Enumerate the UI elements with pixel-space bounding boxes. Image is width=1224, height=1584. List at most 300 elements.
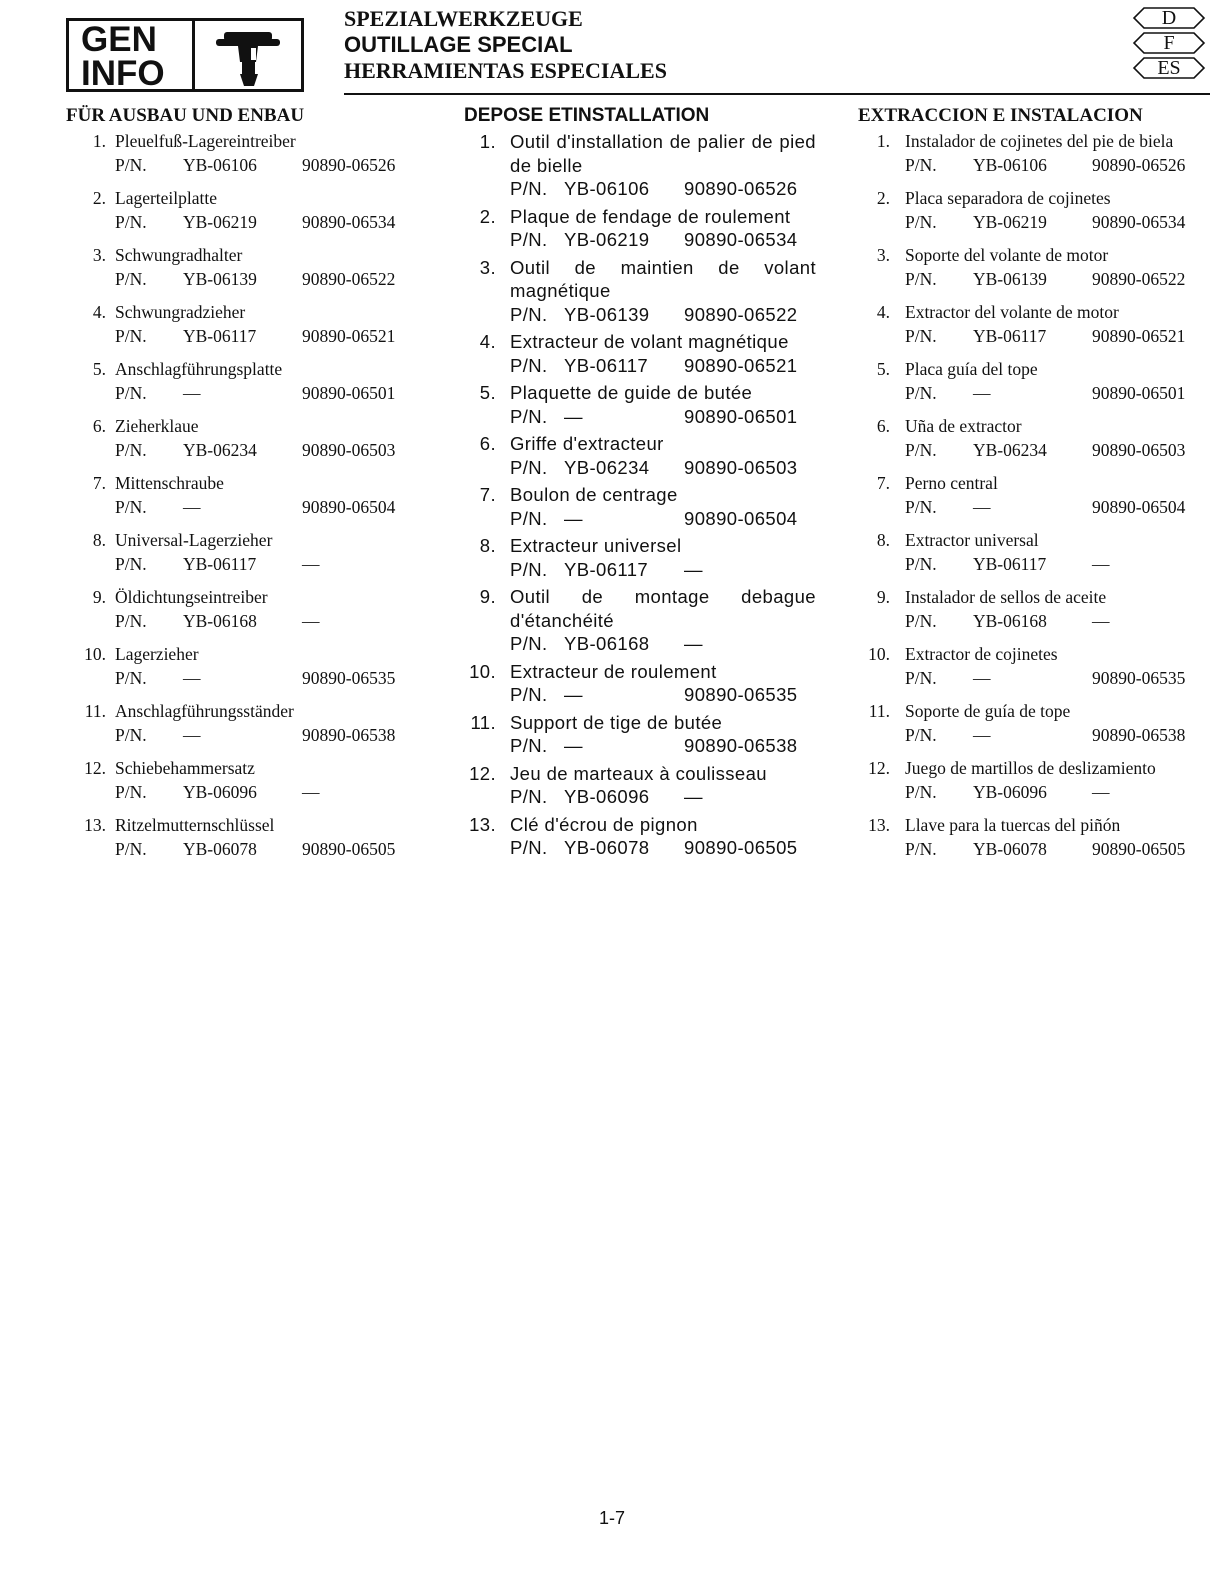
item-body bbox=[905, 757, 1212, 804]
item-number: 13. bbox=[84, 815, 106, 835]
part-number-row bbox=[510, 558, 816, 582]
yb-part-number: — bbox=[564, 684, 583, 705]
tool-name: Jeu de marteaux à coulisseau bbox=[510, 762, 767, 784]
yb-part-number: YB-06106 bbox=[183, 154, 257, 175]
yb-part-number: YB-06117 bbox=[973, 325, 1047, 346]
part-number-row bbox=[510, 228, 816, 252]
yamaha-part-number: 90890-06534 bbox=[1092, 211, 1186, 232]
part-number-label: P/N. bbox=[115, 781, 147, 802]
item-body bbox=[115, 130, 426, 177]
part-number-row bbox=[510, 507, 816, 531]
part-number-label: P/N. bbox=[510, 507, 548, 529]
yb-part-number: — bbox=[183, 667, 201, 688]
list-item bbox=[464, 711, 816, 758]
yamaha-part-number: 90890-06505 bbox=[684, 837, 798, 858]
part-number-row bbox=[905, 496, 1212, 520]
tool-name: Anschlagführungsständer bbox=[115, 701, 294, 721]
yb-part-number: YB-06078 bbox=[564, 837, 650, 858]
item-body bbox=[905, 643, 1212, 690]
item-number: 7. bbox=[876, 473, 890, 493]
item-body bbox=[115, 529, 426, 576]
yb-part-number: — bbox=[564, 507, 583, 529]
yb-part-number: — bbox=[973, 382, 991, 403]
yamaha-part-number: — bbox=[1092, 781, 1110, 802]
item-body bbox=[510, 711, 816, 758]
yamaha-part-number: 90890-06505 bbox=[1092, 838, 1186, 859]
yamaha-part-number: 90890-06535 bbox=[684, 684, 798, 705]
item-body bbox=[115, 187, 426, 234]
gen-info-badge bbox=[66, 18, 304, 92]
part-number-label: P/N. bbox=[905, 268, 937, 289]
part-number-row bbox=[115, 610, 426, 634]
part-number-row bbox=[905, 667, 1212, 691]
part-number-row bbox=[510, 836, 816, 860]
tool-name: Placa separadora de cojinetes bbox=[905, 188, 1111, 208]
item-body bbox=[905, 700, 1212, 747]
part-number-label: P/N. bbox=[115, 838, 147, 859]
item-number: 13. bbox=[469, 813, 496, 835]
part-number-label: P/N. bbox=[905, 439, 937, 460]
list-item bbox=[66, 187, 426, 234]
tool-name: Ritzelmutternschlüssel bbox=[115, 815, 275, 835]
list-item bbox=[858, 358, 1212, 405]
yb-part-number: YB-06219 bbox=[183, 211, 257, 232]
tool-name: Extractor del volante de motor bbox=[905, 302, 1119, 322]
yb-part-number: YB-06117 bbox=[564, 558, 649, 580]
yamaha-part-number: 90890-06526 bbox=[302, 154, 396, 175]
yamaha-part-number: 90890-06504 bbox=[1092, 496, 1186, 517]
part-number-row bbox=[905, 838, 1212, 862]
item-number: 9. bbox=[876, 587, 890, 607]
yamaha-part-number: 90890-06535 bbox=[1092, 667, 1186, 688]
part-number-label: P/N. bbox=[115, 325, 147, 346]
list-item bbox=[464, 256, 816, 327]
column-german bbox=[66, 104, 426, 871]
list-item bbox=[464, 534, 816, 581]
part-number-label: P/N. bbox=[510, 354, 548, 376]
part-number-row bbox=[510, 785, 816, 809]
list-item bbox=[66, 415, 426, 462]
part-number-label: P/N. bbox=[115, 439, 147, 460]
yamaha-part-number: 90890-06538 bbox=[684, 735, 798, 756]
item-number: 4. bbox=[92, 302, 106, 322]
yamaha-part-number: 90890-06522 bbox=[302, 268, 396, 289]
part-number-label: P/N. bbox=[115, 724, 147, 745]
tool-name: Placa guía del tope bbox=[905, 359, 1038, 379]
item-body bbox=[510, 256, 816, 327]
tool-name: Extractor de cojinetes bbox=[905, 644, 1058, 664]
language-tag-es: ES bbox=[1132, 56, 1206, 80]
list-item bbox=[66, 130, 426, 177]
item-number: 6. bbox=[479, 433, 496, 454]
yb-part-number: YB-06096 bbox=[564, 786, 650, 807]
item-number: 10. bbox=[84, 644, 106, 664]
yb-part-number: YB-06234 bbox=[564, 456, 650, 478]
header-rule bbox=[344, 93, 1210, 95]
badge-line-info: INFO bbox=[81, 54, 165, 93]
part-number-row bbox=[510, 734, 816, 758]
yamaha-part-number: 90890-06501 bbox=[302, 382, 396, 403]
part-number-label: P/N. bbox=[905, 211, 937, 232]
part-number-row bbox=[115, 553, 426, 577]
list-item bbox=[464, 381, 816, 428]
title-es: HERRAMIENTAS ESPECIALES bbox=[344, 58, 667, 83]
yb-part-number: — bbox=[183, 382, 201, 403]
part-number-row bbox=[510, 303, 816, 327]
list-item bbox=[66, 301, 426, 348]
item-number: 11. bbox=[868, 701, 890, 721]
yamaha-part-number: — bbox=[302, 781, 320, 802]
item-number: 3. bbox=[876, 245, 890, 265]
tool-list-fr bbox=[464, 130, 816, 860]
yamaha-part-number: 90890-06522 bbox=[684, 303, 798, 325]
item-body bbox=[115, 757, 426, 804]
item-number: 7. bbox=[92, 473, 106, 493]
tool-name: Öldichtungseintreiber bbox=[115, 587, 268, 607]
yamaha-part-number: 90890-06521 bbox=[684, 354, 798, 376]
yb-part-number: YB-06078 bbox=[973, 838, 1047, 859]
list-item bbox=[858, 472, 1212, 519]
item-number: 11. bbox=[84, 701, 106, 721]
list-item bbox=[464, 330, 816, 377]
list-item bbox=[66, 586, 426, 633]
item-body bbox=[510, 432, 816, 479]
list-item bbox=[66, 814, 426, 861]
title-fr: OUTILLAGE SPECIAL bbox=[344, 32, 573, 57]
tool-name: Outil de maintien de volant magnétique bbox=[510, 256, 816, 301]
part-number-row bbox=[510, 177, 816, 201]
item-body bbox=[115, 814, 426, 861]
tool-name: Extracteur de roulement bbox=[510, 660, 717, 682]
yb-part-number: YB-06117 bbox=[183, 553, 257, 574]
part-number-row bbox=[905, 724, 1212, 748]
item-number: 3. bbox=[92, 245, 106, 265]
tool-name: Pleuelfuß-Lagereintreiber bbox=[115, 131, 296, 151]
item-number: 4. bbox=[479, 331, 496, 352]
part-number-label: P/N. bbox=[115, 211, 147, 232]
tool-name: Lagerteilplatte bbox=[115, 188, 218, 208]
item-number: 9. bbox=[92, 587, 106, 607]
tool-name: Support de tige de butée bbox=[510, 711, 723, 733]
yamaha-part-number: 90890-06503 bbox=[302, 439, 396, 460]
yamaha-part-number: 90890-06522 bbox=[1092, 268, 1186, 289]
item-number: 13. bbox=[868, 815, 890, 835]
list-item bbox=[66, 757, 426, 804]
part-number-label: P/N. bbox=[115, 610, 147, 631]
list-item bbox=[464, 483, 816, 530]
list-item bbox=[858, 130, 1212, 177]
part-number-row bbox=[115, 724, 426, 748]
part-number-label: P/N. bbox=[510, 735, 548, 756]
item-number: 12. bbox=[868, 758, 890, 778]
yb-part-number: YB-06078 bbox=[183, 838, 257, 859]
part-number-row bbox=[115, 667, 426, 691]
yamaha-part-number: 90890-06503 bbox=[1092, 439, 1186, 460]
part-number-row bbox=[905, 325, 1212, 349]
tool-name: Extracteur universel bbox=[510, 535, 682, 556]
item-number: 11. bbox=[470, 711, 496, 733]
list-item bbox=[66, 472, 426, 519]
yamaha-part-number: 90890-06526 bbox=[1092, 154, 1186, 175]
part-number-label: P/N. bbox=[510, 405, 548, 427]
part-number-label: P/N. bbox=[115, 496, 147, 517]
yb-part-number: YB-06139 bbox=[973, 268, 1047, 289]
tool-name: Instalador de sellos de aceite bbox=[905, 587, 1107, 607]
language-tag-de: D bbox=[1132, 6, 1206, 30]
item-number: 8. bbox=[876, 530, 890, 550]
part-number-label: P/N. bbox=[115, 268, 147, 289]
item-body bbox=[510, 660, 816, 707]
item-number: 2. bbox=[479, 205, 496, 227]
part-number-row bbox=[510, 683, 816, 707]
part-number-label: P/N. bbox=[510, 558, 548, 580]
tool-name: Universal-Lagerzieher bbox=[115, 530, 273, 550]
item-number: 5. bbox=[92, 359, 106, 379]
list-item bbox=[464, 432, 816, 479]
yamaha-part-number: 90890-06526 bbox=[684, 178, 798, 199]
item-number: 8. bbox=[92, 530, 106, 550]
part-number-row bbox=[905, 610, 1212, 634]
part-number-label: P/N. bbox=[510, 456, 548, 478]
part-number-label: P/N. bbox=[510, 786, 548, 807]
item-body bbox=[510, 130, 816, 201]
yamaha-part-number: 90890-06501 bbox=[1092, 382, 1186, 403]
yamaha-part-number: — bbox=[302, 610, 320, 631]
item-body bbox=[115, 700, 426, 747]
tool-name: Perno central bbox=[905, 473, 998, 493]
page-number: 1-7 bbox=[598, 1508, 625, 1528]
tool-name: Lagerzieher bbox=[115, 644, 199, 664]
tool-name: Extracteur de volant magnétique bbox=[510, 331, 789, 352]
yb-part-number: YB-06139 bbox=[564, 303, 650, 325]
gen-info-label bbox=[69, 20, 195, 93]
list-item bbox=[464, 660, 816, 707]
item-body bbox=[905, 358, 1212, 405]
part-number-label: P/N. bbox=[905, 610, 937, 631]
item-number: 5. bbox=[876, 359, 890, 379]
item-number: 9. bbox=[479, 586, 496, 607]
part-number-label: P/N. bbox=[115, 667, 147, 688]
item-body bbox=[115, 643, 426, 690]
yamaha-part-number: 90890-06521 bbox=[302, 325, 396, 346]
part-number-row bbox=[510, 354, 816, 378]
item-number: 1. bbox=[479, 131, 496, 152]
item-body bbox=[905, 130, 1212, 177]
yamaha-part-number: 90890-06503 bbox=[684, 456, 798, 478]
tool-name: Soporte del volante de motor bbox=[905, 245, 1109, 265]
tool-name: Extractor universal bbox=[905, 530, 1039, 550]
item-body bbox=[905, 187, 1212, 234]
list-item bbox=[464, 762, 816, 809]
tool-name: Plaque de fendage de roulement bbox=[510, 205, 791, 227]
tool-list-de bbox=[66, 130, 426, 861]
item-body bbox=[510, 762, 816, 809]
outboard-motor-icon bbox=[195, 21, 301, 89]
part-number-row bbox=[905, 154, 1212, 178]
part-number-row bbox=[510, 405, 816, 429]
list-item bbox=[858, 643, 1212, 690]
item-body bbox=[905, 814, 1212, 861]
tool-name: Schwungradzieher bbox=[115, 302, 246, 322]
item-number: 4. bbox=[876, 302, 890, 322]
yamaha-part-number: 90890-06535 bbox=[302, 667, 396, 688]
part-number-row bbox=[905, 382, 1212, 406]
item-body bbox=[510, 585, 816, 656]
item-body bbox=[905, 529, 1212, 576]
tool-name: Mittenschraube bbox=[115, 473, 224, 493]
list-item bbox=[66, 529, 426, 576]
yb-part-number: YB-06219 bbox=[973, 211, 1047, 232]
item-body bbox=[905, 301, 1212, 348]
item-body bbox=[905, 472, 1212, 519]
item-number: 2. bbox=[876, 188, 890, 208]
yamaha-part-number: 90890-06501 bbox=[684, 405, 798, 427]
item-body bbox=[510, 381, 816, 428]
yamaha-part-number: — bbox=[1092, 553, 1110, 574]
part-number-label: P/N. bbox=[905, 496, 937, 517]
part-number-row bbox=[115, 496, 426, 520]
list-item bbox=[464, 205, 816, 252]
part-number-label: P/N. bbox=[905, 325, 937, 346]
part-number-label: P/N. bbox=[905, 154, 937, 175]
list-item bbox=[858, 757, 1212, 804]
tool-name: Outil de montage debague d'étanchéité bbox=[510, 586, 816, 631]
yb-part-number: — bbox=[564, 405, 583, 427]
list-item bbox=[464, 813, 816, 860]
part-number-row bbox=[115, 838, 426, 862]
part-number-row bbox=[905, 781, 1212, 805]
item-body bbox=[115, 415, 426, 462]
section-title-es: EXTRACCION E INSTALACION bbox=[858, 105, 1143, 126]
tool-name: Instalador de cojinetes del pie de biela bbox=[905, 131, 1174, 151]
part-number-row bbox=[510, 456, 816, 480]
item-number: 6. bbox=[92, 416, 106, 436]
item-body bbox=[510, 534, 816, 581]
yb-part-number: YB-06096 bbox=[183, 781, 257, 802]
item-body bbox=[510, 205, 816, 252]
list-item bbox=[858, 700, 1212, 747]
item-number: 3. bbox=[479, 256, 496, 278]
yb-part-number: — bbox=[973, 496, 991, 517]
tool-name: Griffe d'extracteur bbox=[510, 433, 664, 454]
list-item bbox=[66, 358, 426, 405]
tool-name: Juego de martillos de deslizamiento bbox=[905, 758, 1156, 778]
yb-part-number: YB-06106 bbox=[564, 178, 650, 199]
yamaha-part-number: — bbox=[302, 553, 320, 574]
item-body bbox=[905, 586, 1212, 633]
part-number-label: P/N. bbox=[510, 684, 548, 705]
yamaha-part-number: 90890-06504 bbox=[684, 507, 798, 529]
part-number-label: P/N. bbox=[115, 382, 147, 403]
item-number: 5. bbox=[479, 382, 496, 403]
yb-part-number: YB-06117 bbox=[564, 354, 649, 376]
item-number: 8. bbox=[479, 535, 496, 556]
yb-part-number: — bbox=[973, 667, 991, 688]
yb-part-number: YB-06234 bbox=[973, 439, 1047, 460]
part-number-label: P/N. bbox=[510, 633, 548, 654]
yb-part-number: — bbox=[183, 496, 201, 517]
part-number-row bbox=[905, 268, 1212, 292]
part-number-label: P/N. bbox=[510, 229, 548, 250]
title-de: SPEZIALWERKZEUGE bbox=[344, 6, 583, 31]
item-body bbox=[510, 483, 816, 530]
yb-part-number: YB-06168 bbox=[183, 610, 257, 631]
tool-name: Anschlagführungsplatte bbox=[115, 359, 283, 379]
item-body bbox=[510, 813, 816, 860]
yamaha-part-number: 90890-06504 bbox=[302, 496, 396, 517]
item-body bbox=[905, 415, 1212, 462]
part-number-label: P/N. bbox=[905, 781, 937, 802]
list-item bbox=[464, 130, 816, 201]
yb-part-number: — bbox=[183, 724, 201, 745]
badge-line-gen: GEN bbox=[81, 20, 157, 59]
list-item bbox=[66, 643, 426, 690]
yamaha-part-number: 90890-06505 bbox=[302, 838, 396, 859]
yamaha-part-number: 90890-06521 bbox=[1092, 325, 1186, 346]
item-body bbox=[115, 244, 426, 291]
part-number-row bbox=[115, 325, 426, 349]
part-number-label: P/N. bbox=[905, 838, 937, 859]
tool-name: Boulon de centrage bbox=[510, 484, 678, 505]
item-body bbox=[905, 244, 1212, 291]
tool-list-es bbox=[858, 130, 1212, 861]
part-number-label: P/N. bbox=[115, 154, 147, 175]
part-number-label: P/N. bbox=[510, 837, 548, 858]
yamaha-part-number: — bbox=[1092, 610, 1110, 631]
part-number-row bbox=[115, 154, 426, 178]
column-french bbox=[464, 104, 816, 864]
yb-part-number: YB-06139 bbox=[183, 268, 257, 289]
part-number-row bbox=[905, 211, 1212, 235]
tool-name: Clé d'écrou de pignon bbox=[510, 813, 698, 835]
part-number-label: P/N. bbox=[905, 667, 937, 688]
yb-part-number: YB-06219 bbox=[564, 229, 650, 250]
yb-part-number: YB-06096 bbox=[973, 781, 1047, 802]
item-number: 2. bbox=[92, 188, 106, 208]
tool-name: Schwungradhalter bbox=[115, 245, 243, 265]
tool-name: Zieherklaue bbox=[115, 416, 199, 436]
item-number: 12. bbox=[469, 762, 496, 784]
yb-part-number: YB-06117 bbox=[183, 325, 257, 346]
part-number-row bbox=[115, 268, 426, 292]
tool-name: Uña de extractor bbox=[905, 416, 1022, 436]
part-number-label: P/N. bbox=[510, 303, 548, 325]
yb-part-number: YB-06117 bbox=[973, 553, 1047, 574]
header-titles bbox=[344, 6, 667, 84]
list-item bbox=[858, 814, 1212, 861]
item-body bbox=[115, 586, 426, 633]
list-item bbox=[464, 585, 816, 656]
part-number-row bbox=[115, 439, 426, 463]
yb-part-number: YB-06234 bbox=[183, 439, 257, 460]
tool-name: Plaquette de guide de butée bbox=[510, 382, 753, 403]
item-number: 1. bbox=[876, 131, 890, 151]
list-item bbox=[66, 700, 426, 747]
yb-part-number: YB-06106 bbox=[973, 154, 1047, 175]
part-number-label: P/N. bbox=[510, 178, 548, 199]
item-body bbox=[115, 472, 426, 519]
list-item bbox=[858, 244, 1212, 291]
part-number-row bbox=[115, 781, 426, 805]
yamaha-part-number: — bbox=[684, 558, 703, 580]
yb-part-number: — bbox=[564, 735, 583, 756]
tool-name: Soporte de guía de tope bbox=[905, 701, 1071, 721]
list-item bbox=[858, 415, 1212, 462]
item-number: 10. bbox=[469, 660, 496, 682]
language-tag-fr: F bbox=[1132, 31, 1206, 55]
yamaha-part-number: 90890-06534 bbox=[302, 211, 396, 232]
yamaha-part-number: 90890-06534 bbox=[684, 229, 798, 250]
